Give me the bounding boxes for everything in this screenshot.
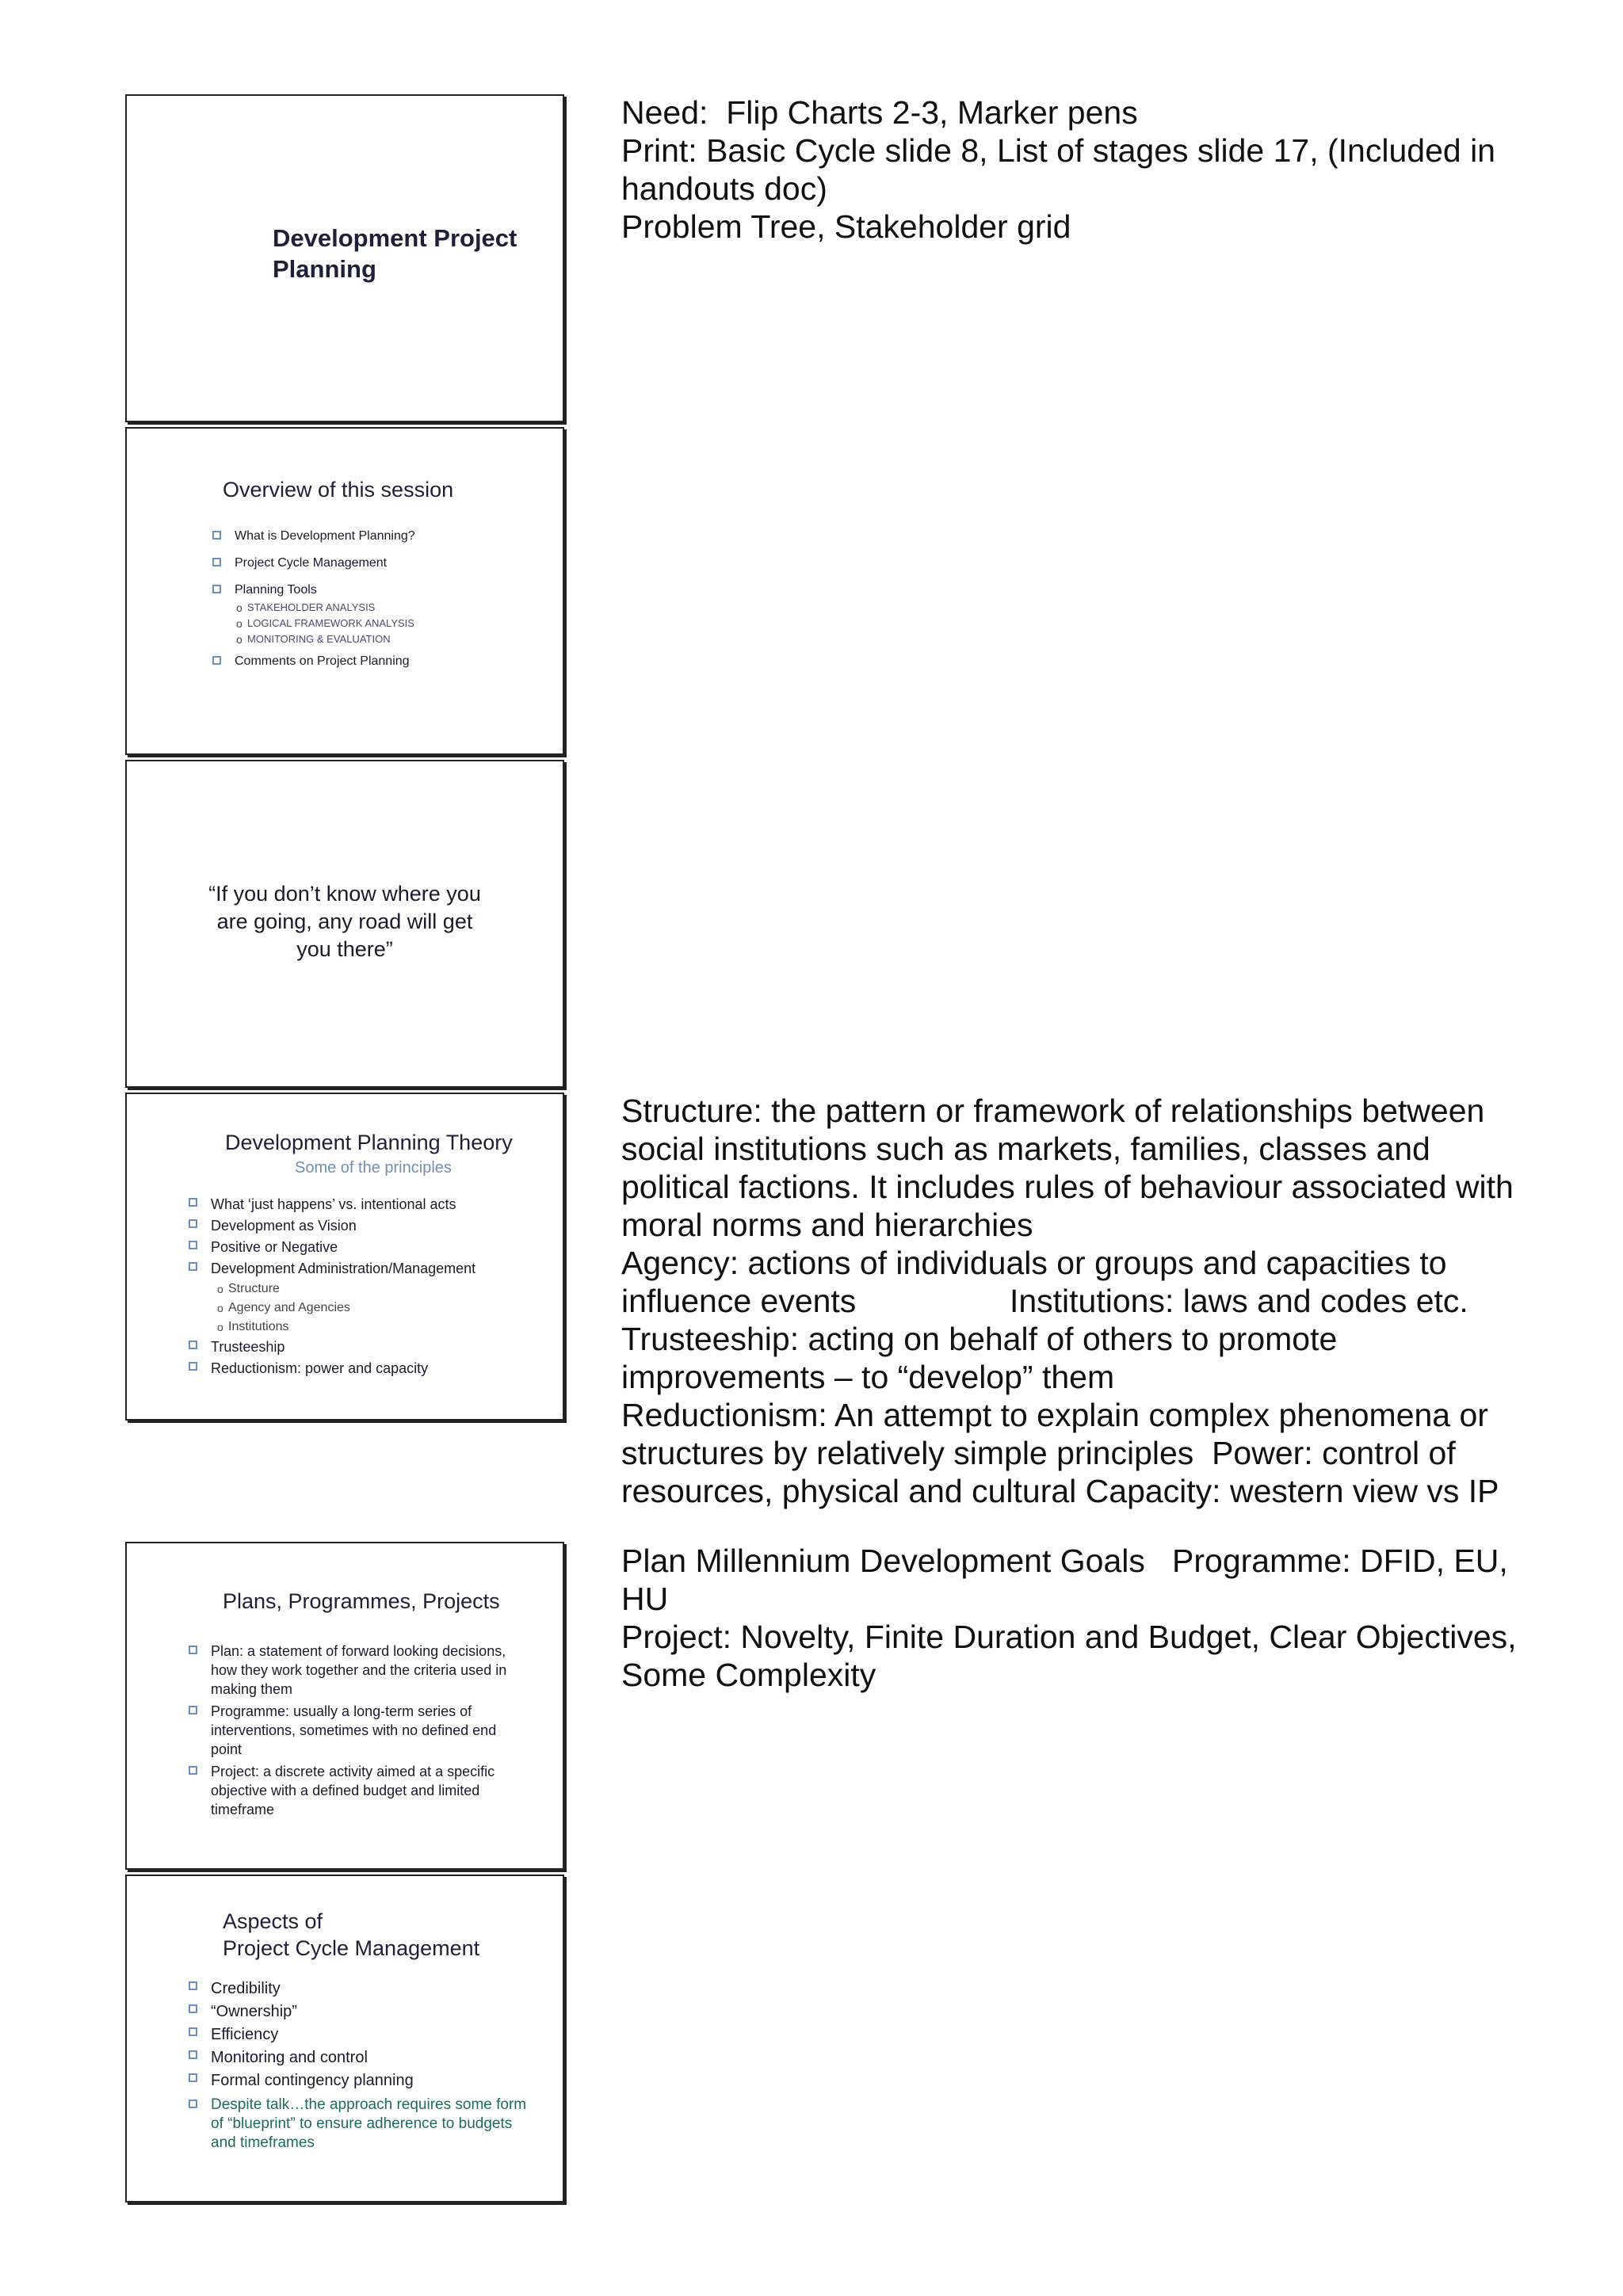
sub-list-item: o Agency and Agencies bbox=[217, 1299, 553, 1318]
list-item: Development as Vision bbox=[189, 1215, 553, 1237]
slide-2-thumbnail bbox=[125, 427, 564, 755]
sub-list-item: o Institutions bbox=[217, 1318, 553, 1337]
list-item: What ‘just happens’ vs. intentional acts bbox=[189, 1194, 553, 1215]
slide-5-thumbnail bbox=[125, 1542, 564, 1870]
slide-5-bullet-list bbox=[189, 1642, 521, 1819]
slide-1-title: Development Project Planning bbox=[273, 224, 517, 283]
list-item: Trusteeship bbox=[189, 1337, 553, 1358]
slide-6-bullet-list bbox=[189, 1978, 529, 2153]
list-item: Programme: usually a long-term series of interventions, sometimes with no defined end point bbox=[189, 1702, 521, 1759]
notes-slide-5 bbox=[621, 1542, 1541, 1694]
note-line: Problem Tree, Stakeholder grid bbox=[621, 208, 1071, 245]
slide-4-subtitle: Some of the principles bbox=[295, 1159, 452, 1177]
slide-1-thumbnail bbox=[125, 94, 564, 422]
note-line: Agency: actions of individuals or groups and capacities to influence events Institutions: laws and codes etc. bbox=[621, 1245, 1468, 1319]
note-line: Plan Millennium Development Goals Programme: DFID, EU, HU bbox=[621, 1543, 1518, 1617]
note-line: Structure: the pattern or framework of relationships between social institutions such as markets, families, classes and political factions. It includes rules of behaviour associated with moral norms and hierarchies bbox=[621, 1093, 1523, 1243]
list-item: Project: a discrete activity aimed at a specific objective with a defined budget and limited timeframe bbox=[189, 1762, 521, 1819]
sub-list-item: o MONITORING & EVALUATION bbox=[236, 631, 545, 647]
sub-list-item: o Structure bbox=[217, 1280, 553, 1299]
slide-2-sub-list bbox=[235, 600, 545, 647]
slide-5-title: Plans, Programmes, Projects bbox=[223, 1589, 500, 1613]
slide-4-thumbnail bbox=[125, 1093, 564, 1421]
list-item: Formal contingency planning bbox=[189, 2069, 529, 2092]
list-item: Project Cycle Management bbox=[212, 554, 545, 573]
slide-3-thumbnail bbox=[125, 760, 564, 1088]
list-item: Comments on Project Planning bbox=[212, 652, 545, 671]
note-line: Print: Basic Cycle slide 8, List of stages slide 17, (Included in handouts doc) bbox=[621, 132, 1505, 207]
list-item: “Ownership” bbox=[189, 2000, 529, 2023]
slide-2-title: Overview of this session bbox=[223, 478, 454, 502]
list-item: Development Administration/Management o Structure o Agency and Agencies o Institutions bbox=[189, 1258, 553, 1337]
list-item: Despite talk…the approach requires some form of “blueprint” to ensure adherence to budgets and timeframes bbox=[189, 2096, 529, 2153]
note-line: Reductionism: An attempt to explain complex phenomena or structures by relatively simple principles Power: control of resources, physical and cultural Capacity: western view vs IP bbox=[621, 1397, 1499, 1509]
note-line: Trusteeship: acting on behalf of others to promote improvements – to “develop” them bbox=[621, 1321, 1346, 1395]
sub-list-item: o STAKEHOLDER ANALYSIS bbox=[236, 600, 545, 616]
slide-6-title-line-1: Aspects of bbox=[223, 1909, 323, 1933]
slide-6-thumbnail bbox=[125, 1875, 564, 2203]
slide-4-sub-list bbox=[211, 1280, 553, 1337]
note-line: Project: Novelty, Finite Duration and Budget, Clear Objectives, Some Complexity bbox=[621, 1619, 1526, 1693]
list-item: Credibility bbox=[189, 1978, 529, 2000]
sub-list-item: o LOGICAL FRAMEWORK ANALYSIS bbox=[236, 616, 545, 631]
list-item: What is Development Planning? bbox=[212, 527, 545, 546]
list-item: Plan: a statement of forward looking decisions, how they work together and the criteria used in making them bbox=[189, 1642, 521, 1699]
list-item: Planning Tools o STAKEHOLDER ANALYSIS o LOGICAL FRAMEWORK ANALYSIS o MONITORING & EVALUATION bbox=[212, 581, 545, 647]
notes-slide-1 bbox=[621, 93, 1572, 246]
slide-3-quote: “If you don’t know where you are going, any road will get you there” bbox=[208, 882, 481, 961]
note-line: Need: Flip Charts 2-3, Marker pens bbox=[621, 94, 1138, 131]
slide-4-bullet-list bbox=[189, 1194, 553, 1379]
notes-slide-4 bbox=[621, 1092, 1541, 1510]
slide-6-title-line-2: Project Cycle Management bbox=[223, 1936, 480, 1960]
slide-4-title: Development Planning Theory bbox=[225, 1131, 513, 1154]
slide-2-bullet-list bbox=[212, 527, 545, 671]
list-item: Monitoring and control bbox=[189, 2046, 529, 2069]
list-item: Reductionism: power and capacity bbox=[189, 1358, 553, 1379]
list-item: Efficiency bbox=[189, 2023, 529, 2046]
list-item: Positive or Negative bbox=[189, 1237, 553, 1258]
